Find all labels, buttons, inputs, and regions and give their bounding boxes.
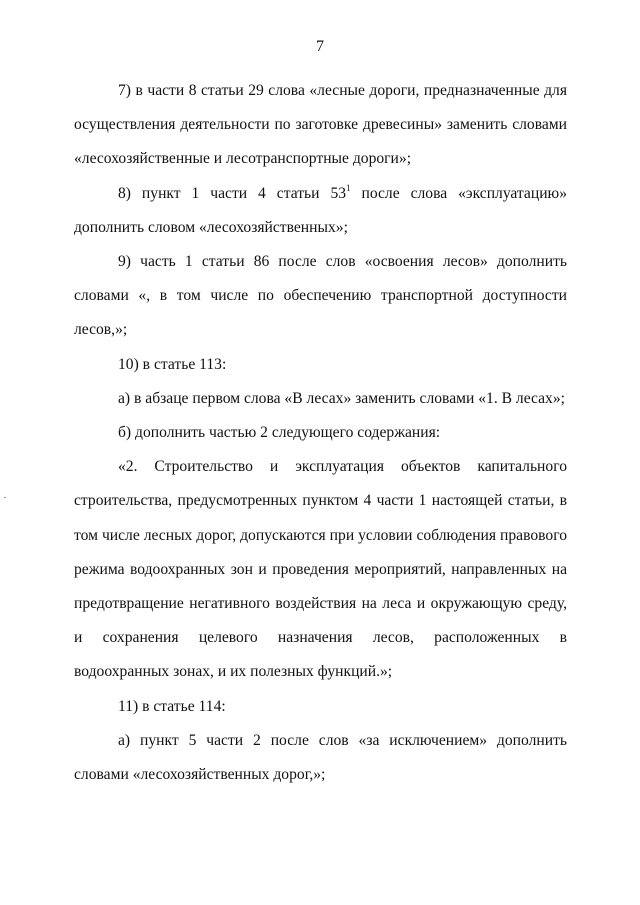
paragraph-subitem-a: а) в абзаце первом слова «В лесах» заменить словами «1. В лесах»; bbox=[118, 389, 565, 407]
paragraph-item-9: 9) часть 1 статьи 86 после слов «освоения лесов» дополнить словами «, в том числе по обеспечению транспортной доступности лесов,»; bbox=[74, 253, 567, 339]
paragraph-item-11: 11) в статье 114: bbox=[118, 697, 226, 715]
paragraph-item-8 bbox=[74, 177, 567, 245]
quoted-part-2: «2. Строительство и эксплуатация объектов капитального строительства, предусмотренных пунктом 4 части 1 настоящей статьи, в том числе лесных дорог, допускаются при условии соблюдения правового режима водоохранных зон и проведения мероприятий, направленных на предотвращение негативного воздействия на леса и окружающую среду, и сохранения целевого назначения лесов, расположенных в водоохранных зонах, и их полезных функций.»; bbox=[74, 458, 567, 681]
paragraph-subitem-b: б) дополнить частью 2 следующего содержания: bbox=[118, 424, 441, 442]
paragraph-item-8-text-after: после слова «эксплуатацию» дополнить словом «лесохозяйственных»; bbox=[74, 184, 567, 236]
paragraph-item-8-text-before: 8) пункт 1 части 4 статьи 53 bbox=[118, 184, 347, 202]
page-number: 7 bbox=[316, 38, 324, 55]
paragraph-subitem-a-2: а) пункт 5 части 2 после слов «за исключением» дополнить словами «лесохозяйственных дорог,»; bbox=[74, 731, 567, 784]
document-body bbox=[74, 74, 567, 792]
paragraph-item-10: 10) в статье 113: bbox=[118, 355, 227, 373]
paragraph-item-7: 7) в части 8 статьи 29 слова «лесные дороги, предназначенные для осуществления деятельности по заготовке древесины» заменить словами «лесохозяйственные и лесотранспортные дороги»; bbox=[74, 82, 567, 168]
margin-mark bbox=[4, 497, 6, 498]
superscript: 1 bbox=[346, 182, 351, 193]
